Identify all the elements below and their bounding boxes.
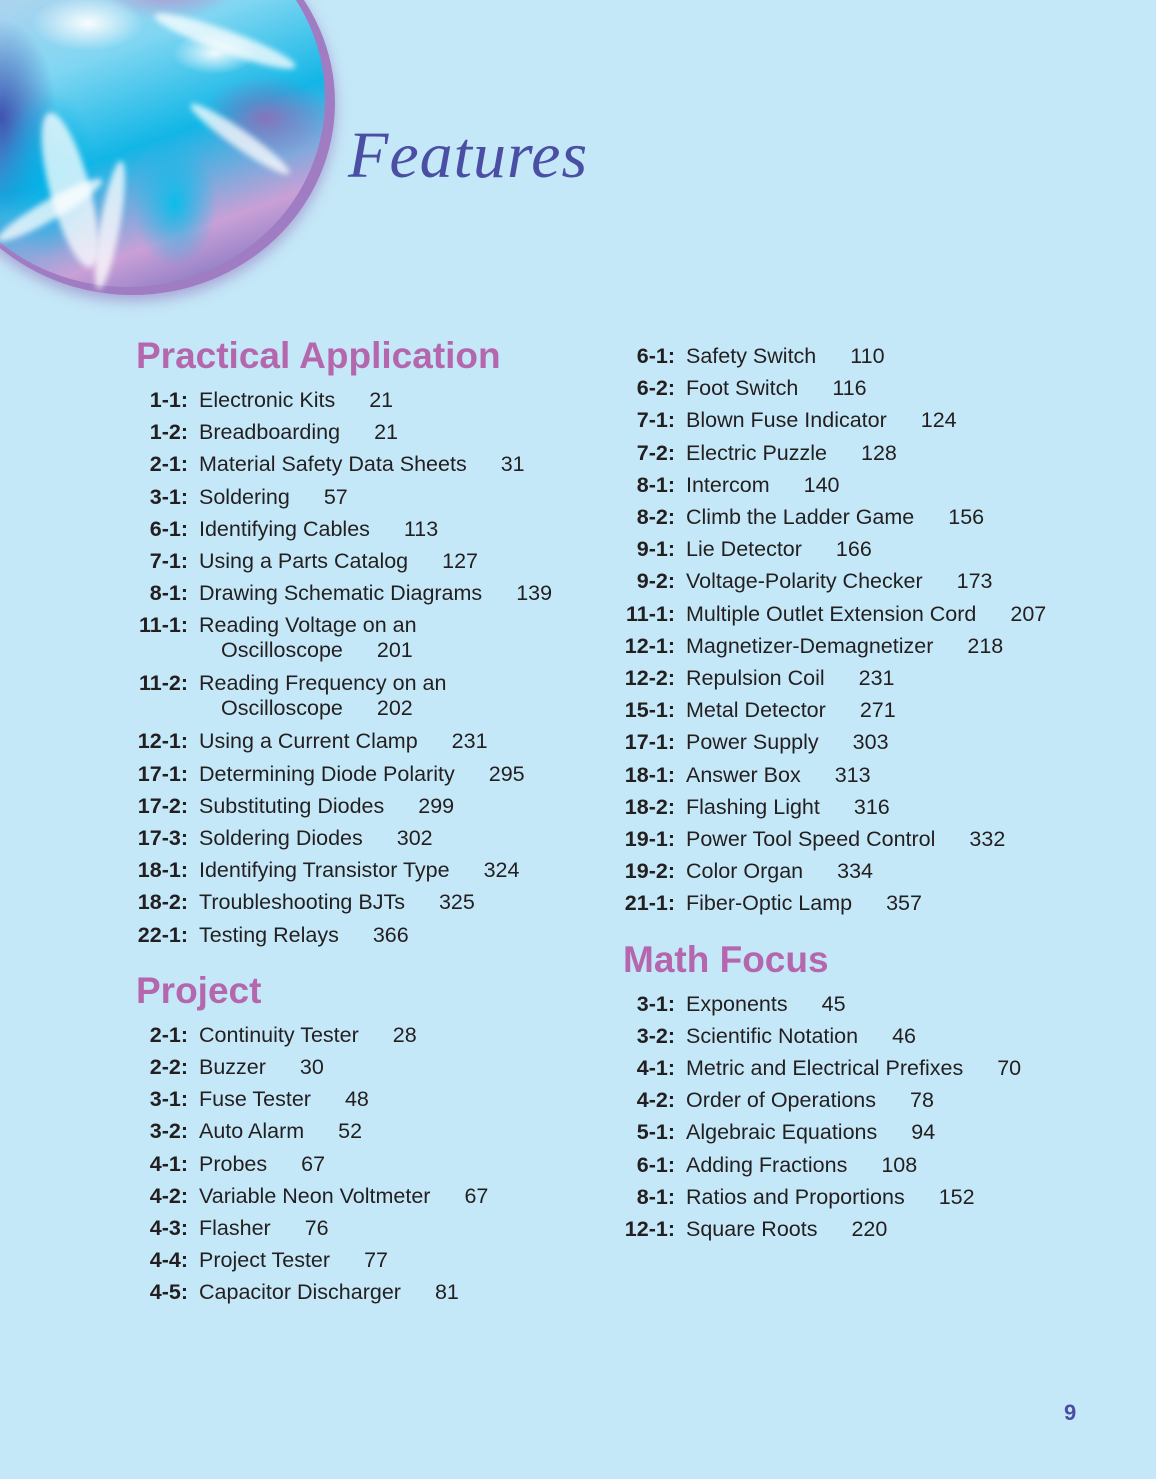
- entry-title: Electric Puzzle: [686, 440, 827, 465]
- entry-number: 6-1:: [636, 344, 675, 368]
- entry-title: Soldering: [199, 484, 290, 509]
- list-item[interactable]: [623, 598, 1046, 630]
- list-item[interactable]: [136, 448, 552, 480]
- entry-number: 5-1:: [636, 1120, 675, 1145]
- plasma-swirl-graphic: [0, 0, 325, 287]
- entry-title: Substituting Diodes: [199, 793, 385, 818]
- entry-number: 11-1:: [138, 613, 188, 638]
- list-item[interactable]: [136, 1148, 552, 1180]
- entry-number: 4-5:: [149, 1280, 188, 1305]
- entry-number: 15-1:: [624, 698, 675, 723]
- list-item[interactable]: [623, 437, 1046, 469]
- page-number: 9: [1064, 1400, 1077, 1425]
- entry-title-continued: Oscilloscope: [221, 696, 343, 721]
- list-item[interactable]: [136, 384, 552, 416]
- entry-title: Exponents: [686, 991, 788, 1016]
- entry-page: 218: [967, 633, 1004, 658]
- entry-page: 45: [821, 991, 846, 1016]
- list-item[interactable]: [623, 469, 1046, 501]
- entry-page: 156: [948, 505, 985, 530]
- list-item[interactable]: [136, 667, 552, 719]
- list-item[interactable]: [136, 886, 552, 918]
- list-item[interactable]: [136, 1212, 552, 1244]
- entry-number: 6-1:: [636, 1152, 675, 1177]
- entry-page: 110: [850, 344, 885, 368]
- entry-page: 271: [859, 698, 896, 723]
- entry-page: 231: [451, 729, 488, 754]
- entry-title: Variable Neon Voltmeter: [199, 1183, 431, 1208]
- list-item[interactable]: [623, 1084, 1046, 1116]
- practical-application-list: [136, 384, 552, 951]
- list-item[interactable]: [136, 822, 552, 854]
- list-item[interactable]: [136, 1019, 552, 1051]
- entry-title: Flasher: [199, 1216, 271, 1241]
- entry-number: 4-2:: [149, 1183, 188, 1208]
- list-item[interactable]: [623, 1020, 1046, 1052]
- entry-number: 19-1:: [624, 827, 675, 852]
- entry-number: 1-1:: [149, 388, 188, 412]
- entry-number: 18-1:: [624, 762, 675, 787]
- entry-title: Capacitor Discharger: [199, 1280, 401, 1305]
- entry-title: Fuse Tester: [199, 1087, 311, 1112]
- list-item[interactable]: [136, 1276, 552, 1308]
- entry-page: 127: [442, 549, 479, 574]
- entry-title: Drawing Schematic Diagrams: [199, 581, 483, 606]
- entry-title: Power Supply: [686, 730, 819, 755]
- entry-page: 113: [403, 516, 439, 541]
- list-item[interactable]: [623, 533, 1046, 565]
- list-item[interactable]: [136, 1115, 552, 1147]
- entry-number: 4-1:: [149, 1151, 188, 1176]
- entry-title: Safety Switch: [686, 344, 817, 368]
- entry-page: 128: [861, 440, 897, 465]
- list-item[interactable]: [136, 790, 552, 822]
- entry-number: 9-1:: [636, 537, 675, 562]
- entry-title: Climb the Ladder Game: [686, 505, 915, 530]
- entry-page: 48: [344, 1087, 369, 1112]
- entry-page: 21: [374, 420, 398, 445]
- entry-number: 4-4:: [149, 1248, 188, 1273]
- entry-title: Color Organ: [686, 859, 804, 884]
- list-item[interactable]: [623, 1181, 1046, 1213]
- entry-title: Square Roots: [686, 1217, 818, 1242]
- entry-number: 6-1:: [149, 516, 188, 541]
- entry-page: 78: [910, 1088, 934, 1113]
- list-item[interactable]: [136, 1051, 552, 1083]
- entry-number: 8-2:: [636, 505, 675, 530]
- entry-number: 2-1:: [149, 452, 188, 477]
- entry-page: 166: [835, 537, 872, 562]
- list-item[interactable]: [136, 513, 552, 545]
- entry-title: Order of Operations: [686, 1088, 877, 1113]
- list-item[interactable]: [136, 1244, 552, 1276]
- entry-title: Identifying Transistor Type: [199, 858, 450, 883]
- entry-number: 22-1:: [137, 922, 188, 947]
- entry-page: 295: [488, 761, 525, 786]
- list-item[interactable]: [623, 340, 1046, 372]
- entry-page: 67: [301, 1151, 326, 1176]
- entry-number: 3-2:: [636, 1023, 675, 1048]
- list-item[interactable]: [136, 416, 552, 448]
- list-item[interactable]: [136, 1180, 552, 1212]
- list-item[interactable]: [136, 577, 552, 609]
- list-item[interactable]: [623, 823, 1046, 855]
- entry-number: 12-2:: [624, 666, 675, 691]
- entry-page: 108: [881, 1152, 918, 1177]
- entry-page: 202: [376, 696, 413, 721]
- project-list: [136, 1019, 552, 1309]
- entry-number: 17-1:: [137, 761, 188, 786]
- entry-title: Breadboarding: [199, 420, 341, 445]
- list-item[interactable]: [623, 662, 1046, 694]
- section-heading-practical-application: Practical Application: [136, 335, 501, 376]
- list-item[interactable]: [623, 630, 1046, 662]
- entry-title: Metal Detector: [686, 698, 826, 723]
- entry-page: 81: [434, 1280, 459, 1305]
- entry-title: Using a Parts Catalog: [199, 549, 409, 574]
- entry-page: 46: [892, 1023, 917, 1048]
- entry-number: 7-1:: [636, 408, 675, 433]
- list-item[interactable]: [623, 887, 1046, 919]
- entry-page: 21: [369, 388, 394, 412]
- entry-title: Lie Detector: [686, 537, 802, 562]
- entry-title: Flashing Light: [686, 794, 820, 819]
- entry-number: 2-1:: [149, 1022, 188, 1047]
- entry-title: Repulsion Coil: [686, 666, 825, 691]
- entry-number: 4-1:: [636, 1056, 675, 1081]
- entry-number: 18-2:: [137, 890, 188, 915]
- entry-page: 357: [886, 891, 922, 916]
- list-item[interactable]: [623, 1213, 1046, 1245]
- entry-page: 303: [852, 730, 889, 755]
- entry-number: 12-1:: [624, 633, 675, 658]
- entry-number: 7-1:: [149, 549, 188, 574]
- entry-page: 28: [392, 1022, 417, 1047]
- entry-page: 76: [304, 1216, 329, 1241]
- entry-page: 220: [851, 1217, 888, 1242]
- entry-number: 17-2:: [137, 793, 188, 818]
- entry-number: 2-2:: [149, 1055, 188, 1080]
- list-item[interactable]: [136, 919, 552, 951]
- list-item[interactable]: [136, 609, 552, 661]
- entry-title: Answer Box: [686, 762, 801, 787]
- entry-number: 8-1:: [636, 472, 675, 497]
- entry-page: 140: [803, 472, 840, 497]
- entry-number: 8-1:: [149, 581, 188, 606]
- entry-page: 52: [338, 1119, 363, 1144]
- entry-number: 6-2:: [636, 376, 675, 401]
- list-item[interactable]: [136, 758, 552, 790]
- entry-title: Voltage-Polarity Checker: [686, 569, 923, 594]
- entry-page: 124: [920, 408, 957, 433]
- entry-number: 19-2:: [624, 859, 675, 884]
- entry-title: Material Safety Data Sheets: [199, 452, 467, 477]
- right-column: [623, 340, 1046, 1245]
- list-item[interactable]: [623, 372, 1046, 404]
- entry-page: 334: [837, 859, 873, 884]
- entry-number: 17-3:: [137, 826, 188, 851]
- entry-page: 57: [323, 484, 348, 509]
- entry-number: 17-1:: [624, 730, 675, 755]
- entry-title: Project Tester: [199, 1248, 331, 1273]
- entry-title: Adding Fractions: [686, 1152, 848, 1177]
- list-item[interactable]: [136, 1083, 552, 1115]
- list-item[interactable]: [623, 501, 1046, 533]
- entry-number: 18-2:: [624, 794, 675, 819]
- entry-page: 116: [832, 376, 867, 401]
- decorative-orb-image: [0, 0, 335, 295]
- entry-title: Determining Diode Polarity: [199, 761, 455, 786]
- list-item[interactable]: [623, 1052, 1046, 1084]
- entry-number: 12-1:: [137, 729, 188, 754]
- entry-title: Electronic Kits: [199, 388, 336, 412]
- entry-title: Algebraic Equations: [686, 1120, 878, 1145]
- entry-title: Probes: [199, 1151, 268, 1176]
- entry-number: 8-1:: [636, 1184, 675, 1209]
- entry-number: 18-1:: [137, 858, 188, 883]
- entry-page: 30: [299, 1055, 324, 1080]
- entry-title: Reading Frequency on an: [199, 671, 447, 696]
- list-item[interactable]: [623, 855, 1046, 887]
- entry-title: Troubleshooting BJTs: [199, 890, 405, 915]
- entry-page: 139: [516, 581, 553, 606]
- entry-number: 3-1:: [636, 991, 675, 1016]
- entry-number: 1-2:: [149, 420, 188, 445]
- entry-title: Blown Fuse Indicator: [686, 408, 887, 433]
- list-item[interactable]: [623, 726, 1046, 758]
- section-heading-math-focus: Math Focus: [623, 938, 829, 980]
- entry-title: Ratios and Proportions: [686, 1184, 905, 1209]
- entry-title: Testing Relays: [199, 922, 339, 947]
- entry-page: 152: [938, 1184, 975, 1209]
- list-item[interactable]: [623, 404, 1046, 436]
- entry-title: Buzzer: [199, 1055, 266, 1080]
- entry-title: Continuity Tester: [199, 1022, 359, 1047]
- entry-title: Fiber-Optic Lamp: [686, 891, 853, 916]
- list-item[interactable]: [623, 759, 1046, 791]
- entry-page: 325: [438, 890, 475, 915]
- entry-number: 7-2:: [636, 440, 675, 465]
- list-item[interactable]: [623, 988, 1046, 1020]
- entry-page: 31: [500, 452, 525, 477]
- entry-page: 313: [834, 762, 871, 787]
- entry-title: Identifying Cables: [199, 516, 370, 541]
- entry-number: 3-2:: [149, 1119, 188, 1144]
- entry-number: 21-1:: [624, 891, 675, 916]
- entry-page: 201: [376, 638, 413, 663]
- math-focus-list: [623, 988, 1046, 1246]
- entry-number: 3-1:: [149, 1087, 188, 1112]
- entry-page: 316: [853, 794, 890, 819]
- list-item[interactable]: [623, 1116, 1046, 1148]
- entry-title: Intercom: [686, 472, 770, 497]
- entry-page: 173: [956, 569, 993, 594]
- list-item[interactable]: [623, 1149, 1046, 1181]
- entry-title: Metric and Electrical Prefixes: [686, 1056, 964, 1081]
- entry-page: 299: [418, 793, 455, 818]
- entry-page: 231: [858, 666, 895, 691]
- list-item[interactable]: [136, 854, 552, 886]
- entry-title: Multiple Outlet Extension Cord: [686, 601, 977, 626]
- entry-title: Scientific Notation: [686, 1023, 859, 1048]
- entry-number: 3-1:: [149, 484, 188, 509]
- entry-page: 324: [483, 858, 520, 883]
- list-item[interactable]: [136, 481, 552, 513]
- entry-title-continued: Oscilloscope: [221, 638, 343, 663]
- entry-page: 94: [911, 1120, 936, 1145]
- list-item[interactable]: [623, 694, 1046, 726]
- entry-title: Power Tool Speed Control: [686, 827, 936, 852]
- entry-number: 4-2:: [636, 1088, 675, 1113]
- entry-title: Auto Alarm: [199, 1119, 305, 1144]
- entry-number: 9-2:: [636, 569, 675, 594]
- list-item[interactable]: [623, 791, 1046, 823]
- left-column: [136, 334, 552, 1309]
- entry-number: 4-3:: [149, 1216, 188, 1241]
- list-item[interactable]: [136, 545, 552, 577]
- project-continued-list: [623, 340, 1046, 920]
- entry-title: Using a Current Clamp: [199, 729, 418, 754]
- entry-page: 332: [969, 827, 1006, 852]
- entry-title: Soldering Diodes: [199, 826, 363, 851]
- entry-page: 77: [364, 1248, 388, 1273]
- entry-page: 207: [1010, 601, 1047, 626]
- entry-page: 67: [464, 1183, 489, 1208]
- section-heading-project: Project: [136, 969, 262, 1011]
- entry-number: 12-1:: [624, 1217, 675, 1242]
- entry-number: 11-2:: [138, 671, 188, 696]
- entry-page: 70: [997, 1056, 1022, 1081]
- entry-page: 302: [396, 826, 433, 851]
- entry-number: 11-1:: [625, 601, 675, 626]
- entry-title: Reading Voltage on an: [199, 613, 417, 638]
- entry-title: Foot Switch: [686, 376, 799, 401]
- entry-title: Magnetizer-Demagnetizer: [686, 633, 934, 658]
- entry-page: 366: [372, 922, 409, 947]
- list-item[interactable]: [623, 565, 1046, 597]
- page-title: Features: [348, 119, 589, 192]
- list-item[interactable]: [136, 725, 552, 757]
